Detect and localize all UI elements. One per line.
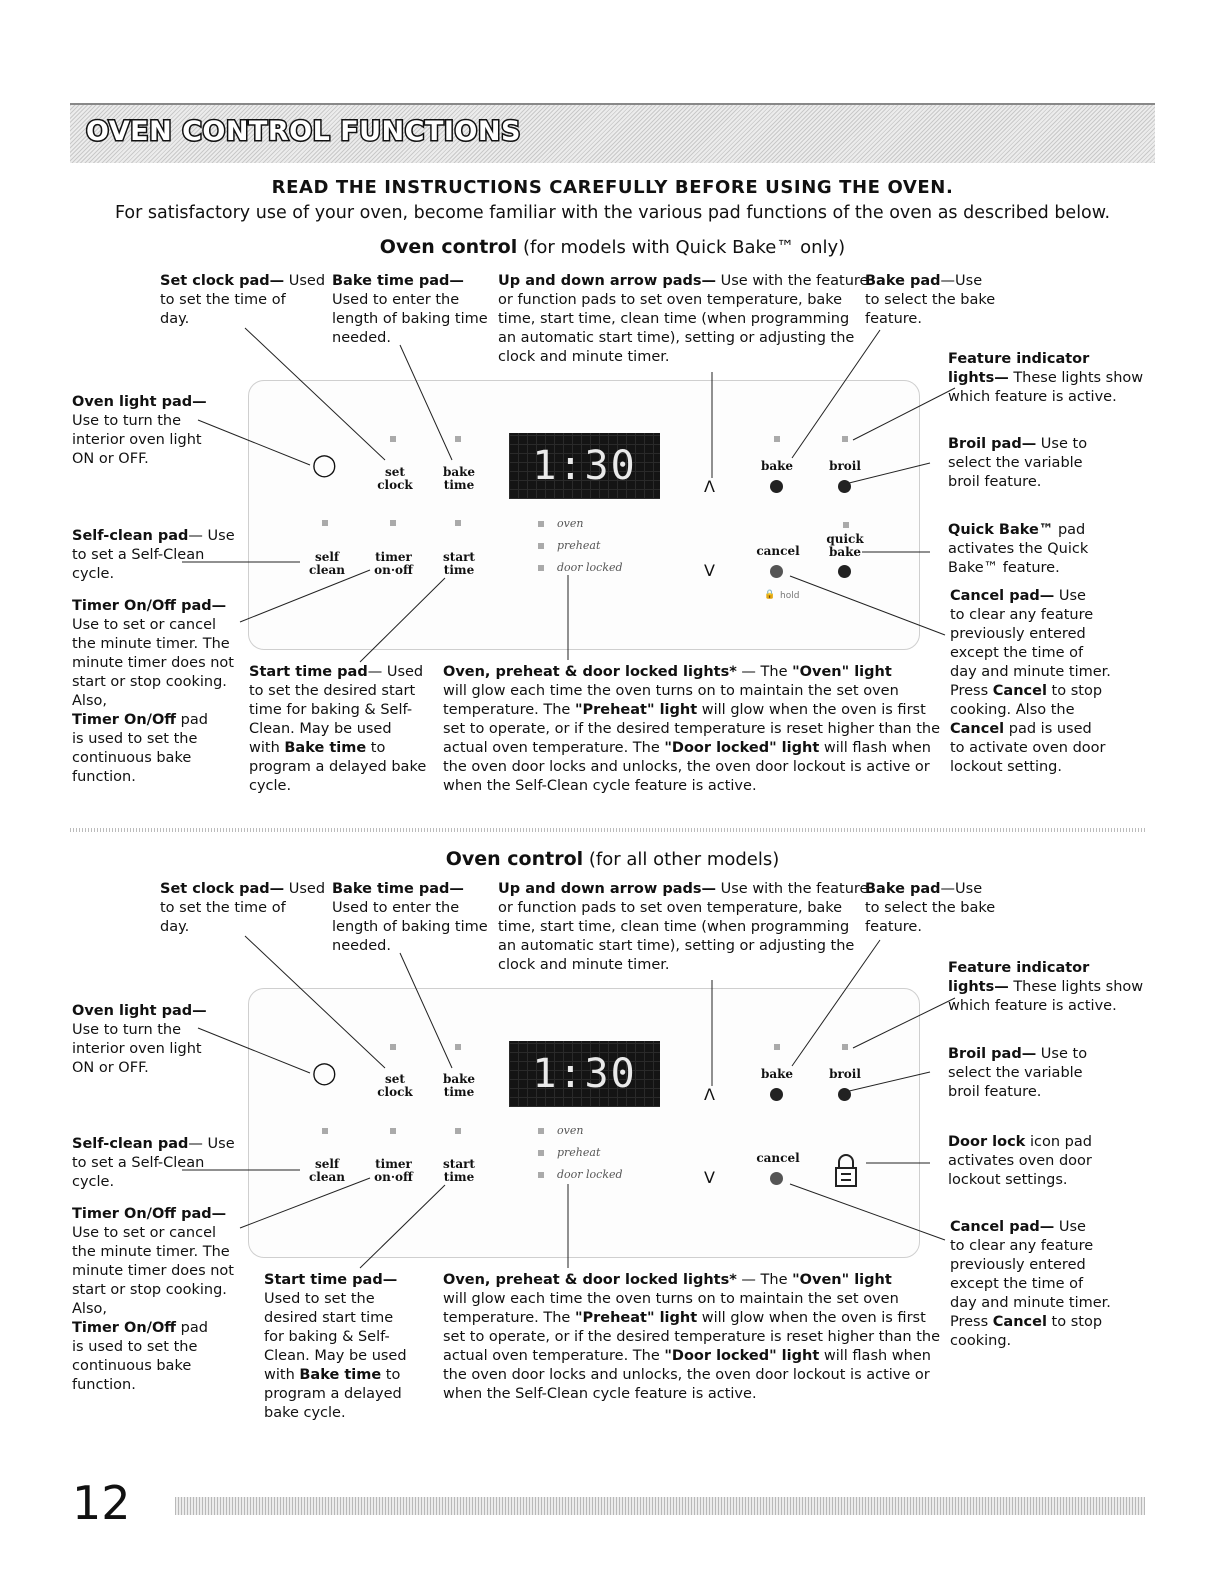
footer-bar — [175, 1497, 1145, 1515]
hold-label: hold — [780, 591, 800, 601]
indicator-lights-desc: Oven, preheat & door locked lights* — The "Oven" light will glow each time the oven turns on to maintain the set oven temperature. The "Preheat" light will glow when the oven is first set to operate, or if the desired temperature is reset higher than the actual oven temperature. The "Door locked" light will flash when the oven door locks and unlocks, the oven door lockout is active or when the Self-Clean cycle feature is active. — [443, 664, 941, 794]
read-instructions-heading: READ THE INSTRUCTIONS CAREFULLY BEFORE USING THE OVEN. — [271, 177, 954, 198]
intro-text: For satisfactory use of your oven, become familiar with the various pad functions of the oven as described below. — [114, 203, 1111, 223]
set-clock-desc: Set clock pad— Used to set the time of day. — [160, 273, 326, 327]
self-clean-pad-2[interactable]: self clean — [309, 1157, 345, 1184]
down-arrow-pad[interactable]: V — [704, 561, 715, 580]
broil-pad-label: broil — [829, 459, 861, 473]
timer-on-off-pad[interactable]: timer on·off — [374, 550, 413, 577]
clock-display: 1:30 — [509, 433, 660, 499]
door-locked-light-label-2: door locked — [557, 1168, 623, 1181]
section1-title: Oven control (for models with Quick Bake™ only) — [379, 236, 846, 258]
bake-pad-label: bake — [760, 459, 794, 473]
arrow-pads-desc: Up and down arrow pads— Use with the feature or function pads to set oven temperature, bake time, start time, clean time (when programming an automatic start time), setting or adjusting the clock and minute timer. — [498, 273, 869, 365]
start-time-pad-2[interactable]: start time — [443, 1157, 475, 1184]
page-title: OVEN CONTROL FUNCTIONS — [86, 116, 521, 147]
start-time-desc: Start time pad— Used to set the desired start time for baking & Self- Clean. May be used with Bake time to program a delayed bake cycle. — [249, 664, 427, 794]
bake-time-pad-2[interactable]: bake time — [442, 1072, 476, 1099]
oven-light-bulb-icon[interactable]: ◯ — [312, 453, 337, 478]
page-number: 12 — [72, 1476, 131, 1530]
self-clean-desc: Self-clean pad— Use to set a Self-Clean cycle. — [72, 528, 235, 582]
preheat-light-label: preheat — [557, 539, 601, 552]
set-clock-pad-2[interactable]: set clock — [377, 1072, 413, 1099]
door-locked-light-label: door locked — [557, 561, 623, 574]
oven-light-label-2: oven — [557, 1124, 584, 1137]
bake-pad-label-2: bake — [760, 1067, 794, 1081]
cancel-pad-label-2: cancel — [756, 1151, 800, 1165]
down-arrow-pad-2[interactable]: V — [704, 1168, 715, 1187]
broil-pad-label-2: broil — [829, 1067, 861, 1081]
bake-time-desc-2: Bake time pad— Used to enter the length of baking time needed. — [332, 881, 488, 954]
self-clean-desc-2: Self-clean pad— Use to set a Self-Clean cycle. — [72, 1136, 235, 1190]
bake-pad-desc: Bake pad—Use to select the bake feature. — [865, 273, 996, 327]
bake-time-pad[interactable]: bake time — [442, 465, 476, 492]
arrow-pads-desc-2: Up and down arrow pads— Use with the feature or function pads to set oven temperature, bake time, start time, clean time (when programming an automatic start time), setting or adjusting the clock and minute timer. — [498, 881, 869, 973]
indicator-lights-desc-2: Oven, preheat & door locked lights* — The "Oven" light will glow each time the oven turns on to maintain the set oven temperature. The "Preheat" light will glow when the oven is first set to operate, or if the desired temperature is reset higher than the actual oven temperature. The "Door locked" light will flash when the oven door locks and unlocks, the oven door lockout is active or when the Self-Clean cycle feature is active. — [443, 1272, 941, 1402]
feature-indicator-desc-2: Feature indicator lights— These lights show which feature is active. — [948, 960, 1144, 1014]
set-clock-desc-2: Set clock pad— Used to set the time of day. — [160, 881, 326, 935]
self-clean-pad[interactable]: self clean — [309, 550, 345, 577]
section2-title: Oven control (for all other models) — [445, 848, 780, 870]
feature-indicator-desc: Feature indicator lights— These lights show which feature is active. — [948, 351, 1144, 405]
bake-pad-desc-2: Bake pad—Use to select the bake feature. — [865, 881, 996, 935]
up-arrow-pad-2[interactable]: Λ — [704, 1085, 715, 1104]
start-time-pad[interactable]: start time — [443, 550, 475, 577]
timer-desc: Timer On/Off pad— Use to set or cancel the minute timer. The minute timer does not start or stop cooking. Also, Timer On/Off pad is used to set the continuous bake function. — [72, 598, 234, 785]
timer-desc-2: Timer On/Off pad— Use to set or cancel the minute timer. The minute timer does not start or stop cooking. Also, Timer On/Off pad is used to set the continuous bake function. — [72, 1206, 234, 1393]
preheat-light-label-2: preheat — [557, 1146, 601, 1159]
bake-time-desc: Bake time pad— Used to enter the length of baking time needed. — [332, 273, 488, 346]
oven-light-bulb-icon-2[interactable]: ◯ — [312, 1061, 337, 1086]
cancel-pad-desc: Cancel pad— Use to clear any feature previously entered except the time of day and minute timer. Press Cancel to stop cooking. Also the Cancel pad is used to activate oven door lockout setting. — [950, 588, 1111, 775]
door-lock-desc: Door lock icon pad activates oven door lockout settings. — [948, 1134, 1092, 1188]
broil-pad-desc: Broil pad— Use to select the variable broil feature. — [948, 436, 1088, 490]
cancel-pad-desc-2: Cancel pad— Use to clear any feature previously entered except the time of day and minute timer. Press Cancel to stop cooking. — [950, 1219, 1111, 1349]
quick-bake-label: quick bake — [826, 532, 864, 559]
timer-on-off-pad-2[interactable]: timer on·off — [374, 1157, 413, 1184]
start-time-desc-2: Start time pad— Used to set the desired start time for baking & Self- Clean. May be used with Bake time to program a delayed bake cycle. — [264, 1272, 407, 1421]
broil-pad-desc-2: Broil pad— Use to select the variable broil feature. — [948, 1046, 1088, 1100]
set-clock-pad[interactable]: set clock — [377, 465, 413, 492]
oven-light-label: oven — [557, 517, 584, 530]
clock-display-2: 1:30 — [509, 1041, 660, 1107]
hold-lock-icon: 🔒 — [764, 590, 776, 600]
up-arrow-pad[interactable]: Λ — [704, 477, 715, 496]
oven-light-desc-2: Oven light pad— Use to turn the interior oven light ON or OFF. — [72, 1003, 207, 1076]
cancel-pad-label: cancel — [756, 544, 800, 558]
oven-light-desc: Oven light pad— Use to turn the interior oven light ON or OFF. — [72, 394, 207, 467]
quick-bake-desc: Quick Bake™ pad activates the Quick Bake™ feature. — [948, 522, 1089, 576]
